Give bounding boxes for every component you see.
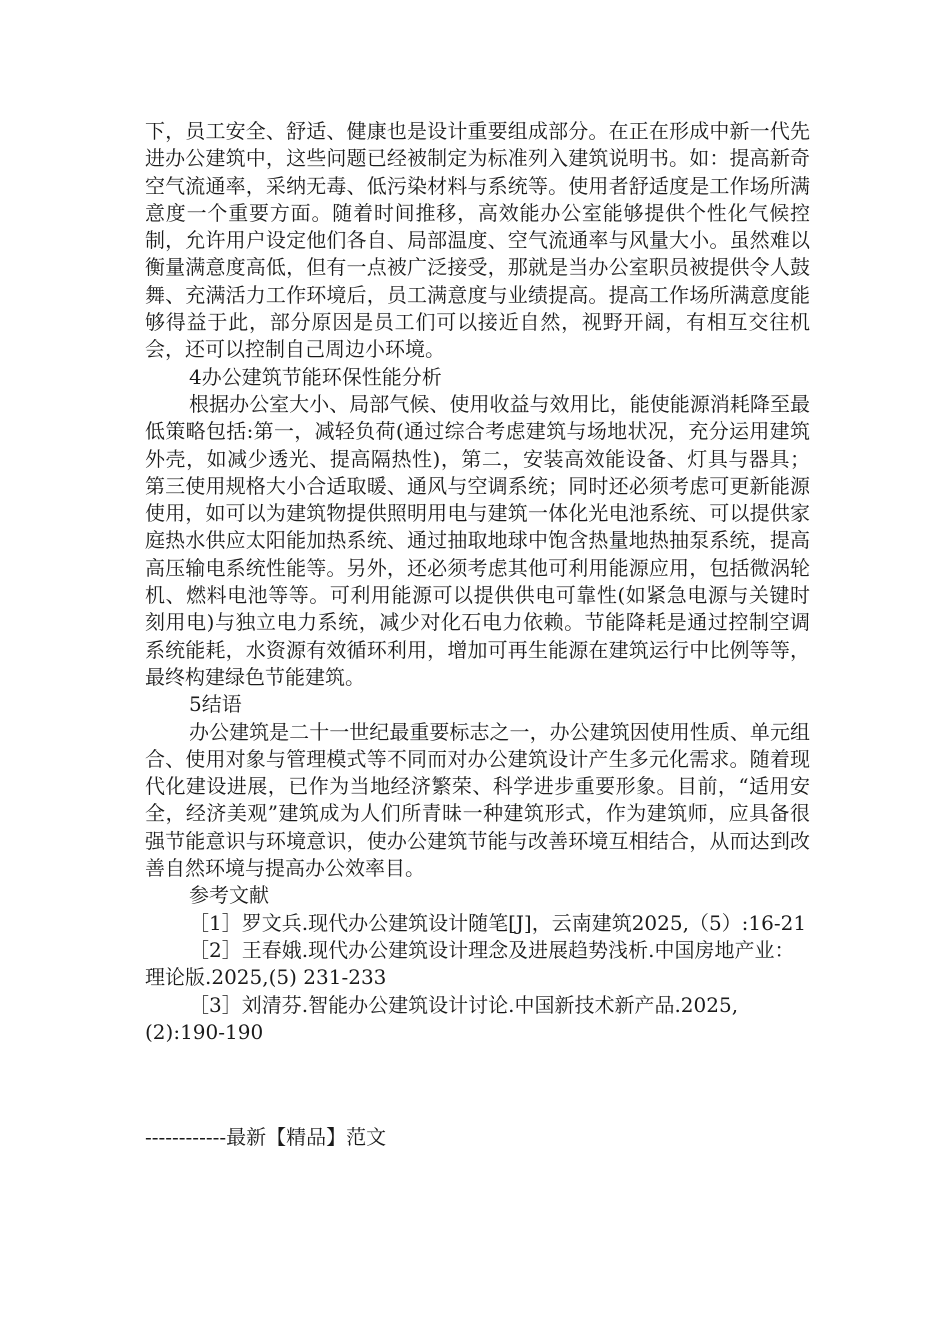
- paragraph-energy-analysis: 根据办公室大小、局部气候、使用收益与效用比，能使能源消耗降至最低策略包括:第一，减轻负荷(通过综合考虑建筑与场地状况，充分运用建筑外壳，如减少透光、提高隔热性)，第二，安装高效能设备、灯具与器具；第三使用规格大小合适取暖、通风与空调系统；同时还必须考虑可更新能源使用，如可以为建筑物提供照明用电与建筑一体化光电池系统、可以提供家庭热水供应太阳能加热系统、通过抽取地球中饱含热量地热抽泵系统，提高高压输电系统性能等。另外，还必须考虑其他可利用能源应用，包括微涡轮机、燃料电池等等。可利用能源可以提供供电可靠性(如紧急电源与关键时刻用电)与独立电力系统，减少对化石电力依赖。节能降耗是通过控制空调系统能耗，水资源有效循环利用，增加可再生能源在建筑运行中比例等等，最终构建绿色节能建筑。: [145, 391, 810, 689]
- paragraph-continued: 下，员工安全、舒适、健康也是设计重要组成部分。在正在形成中新一代先进办公建筑中，这些问题已经被制定为标准列入建筑说明书。如：提高新奇空气流通率，采纳无毒、低污染材料与系统等。使用者舒适度是工作场所满意度一个重要方面。随着时间推移，高效能办公室能够提供个性化气候控制，允许用户设定他们各自、局部温度、空气流通率与风量大小。虽然难以衡量满意度高低，但有一点被广泛接受，那就是当办公室职员被提供令人鼓舞、充满活力工作环境后，员工满意度与业绩提高。提高工作场所满意度能够得益于此，部分原因是员工们可以接近自然，视野开阔，有相互交往机会，还可以控制自己周边小环境。: [145, 119, 810, 362]
- page-footer: ------------最新【精品】范文: [145, 1125, 387, 1149]
- document-body: [145, 118, 810, 1046]
- section-heading-5: 5结语: [189, 692, 242, 717]
- reference-item-1: ［1］罗文兵.现代办公建筑设计随笔[J]，云南建筑2025,（5）:16-21: [189, 910, 807, 935]
- section-heading-4: 4办公建筑节能环保性能分析: [189, 364, 442, 389]
- reference-item-3: ［3］刘清芬.智能办公建筑设计讨论.中国新技术新产品.2025,(2):190-190: [145, 992, 739, 1044]
- paragraph-conclusion: 办公建筑是二十一世纪最重要标志之一，办公建筑因使用性质、单元组合、使用对象与管理模式等不同而对办公建筑设计产生多元化需求。随着现代化建设进展，已作为当地经济繁荣、科学进步重要形象。目前，“适用安全，经济美观”建筑成为人们所青昧一种建筑形式，作为建筑师，应具备很强节能意识与环境意识，使办公建筑节能与改善环境互相结合，从而达到改善自然环境与提高办公效率目。: [145, 719, 810, 881]
- reference-item-2: ［2］王春娥.现代办公建筑设计理念及进展趋势浅析.中国房地产业：理论版.2025,(5) 231-233: [145, 937, 795, 990]
- references-heading: 参考文献: [189, 883, 269, 908]
